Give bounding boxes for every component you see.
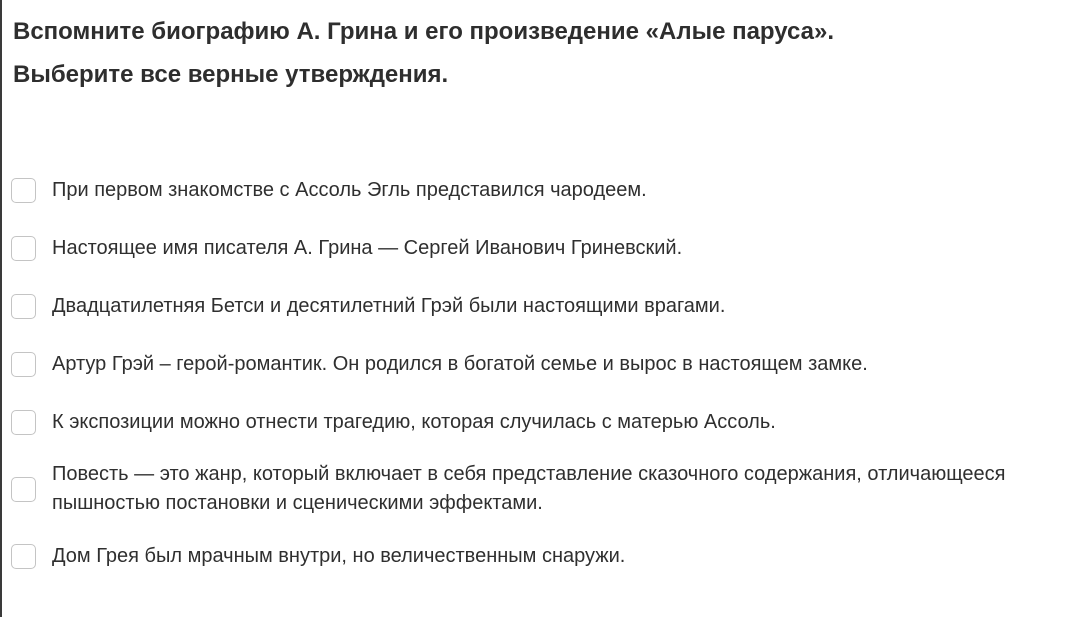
option-5-checkbox[interactable] — [11, 410, 36, 435]
option-5[interactable] — [11, 404, 1076, 440]
option-4-checkbox[interactable] — [11, 352, 36, 377]
option-4[interactable] — [11, 346, 1076, 382]
option-3-checkbox[interactable] — [11, 294, 36, 319]
option-6[interactable] — [11, 460, 1076, 518]
option-1-label[interactable]: При первом знакомстве с Ассоль Эгль представился чародеем. — [52, 178, 647, 201]
answer-options-list — [11, 172, 1076, 574]
option-2[interactable] — [11, 230, 1076, 266]
option-6-label[interactable] — [52, 460, 1006, 518]
option-7-checkbox[interactable] — [11, 544, 36, 569]
option-3-label[interactable]: Двадцатилетняя Бетси и десятилетний Грэй были настоящими врагами. — [52, 294, 726, 317]
question-title: Вспомните биографию А. Грина и его произведение «Алые паруса». — [13, 18, 835, 45]
option-4-label[interactable]: Артур Грэй – герой-романтик. Он родился в богатой семье и вырос в настоящем замке. — [52, 352, 868, 375]
option-5-label[interactable]: К экспозиции можно отнести трагедию, которая случилась с матерью Ассоль. — [52, 410, 776, 433]
option-6-label-line-1: Повесть — это жанр, который включает в себя представление сказочного содержания, отличающееся — [52, 463, 1006, 485]
question-instruction: Выберите все верные утверждения. — [13, 61, 449, 88]
option-1[interactable] — [11, 172, 1076, 208]
question-prompt — [13, 10, 1053, 96]
option-3[interactable] — [11, 288, 1076, 324]
option-6-label-line-2: пышностью постановки и сценическими эффектами. — [52, 492, 543, 514]
option-1-checkbox[interactable] — [11, 178, 36, 203]
option-2-label[interactable]: Настоящее имя писателя А. Грина — Сергей Иванович Гриневский. — [52, 236, 683, 259]
option-6-checkbox[interactable] — [11, 477, 36, 502]
option-7[interactable] — [11, 538, 1076, 574]
option-2-checkbox[interactable] — [11, 236, 36, 261]
option-7-label[interactable]: Дом Грея был мрачным внутри, но величественным снаружи. — [52, 544, 626, 567]
left-border — [0, 0, 2, 617]
